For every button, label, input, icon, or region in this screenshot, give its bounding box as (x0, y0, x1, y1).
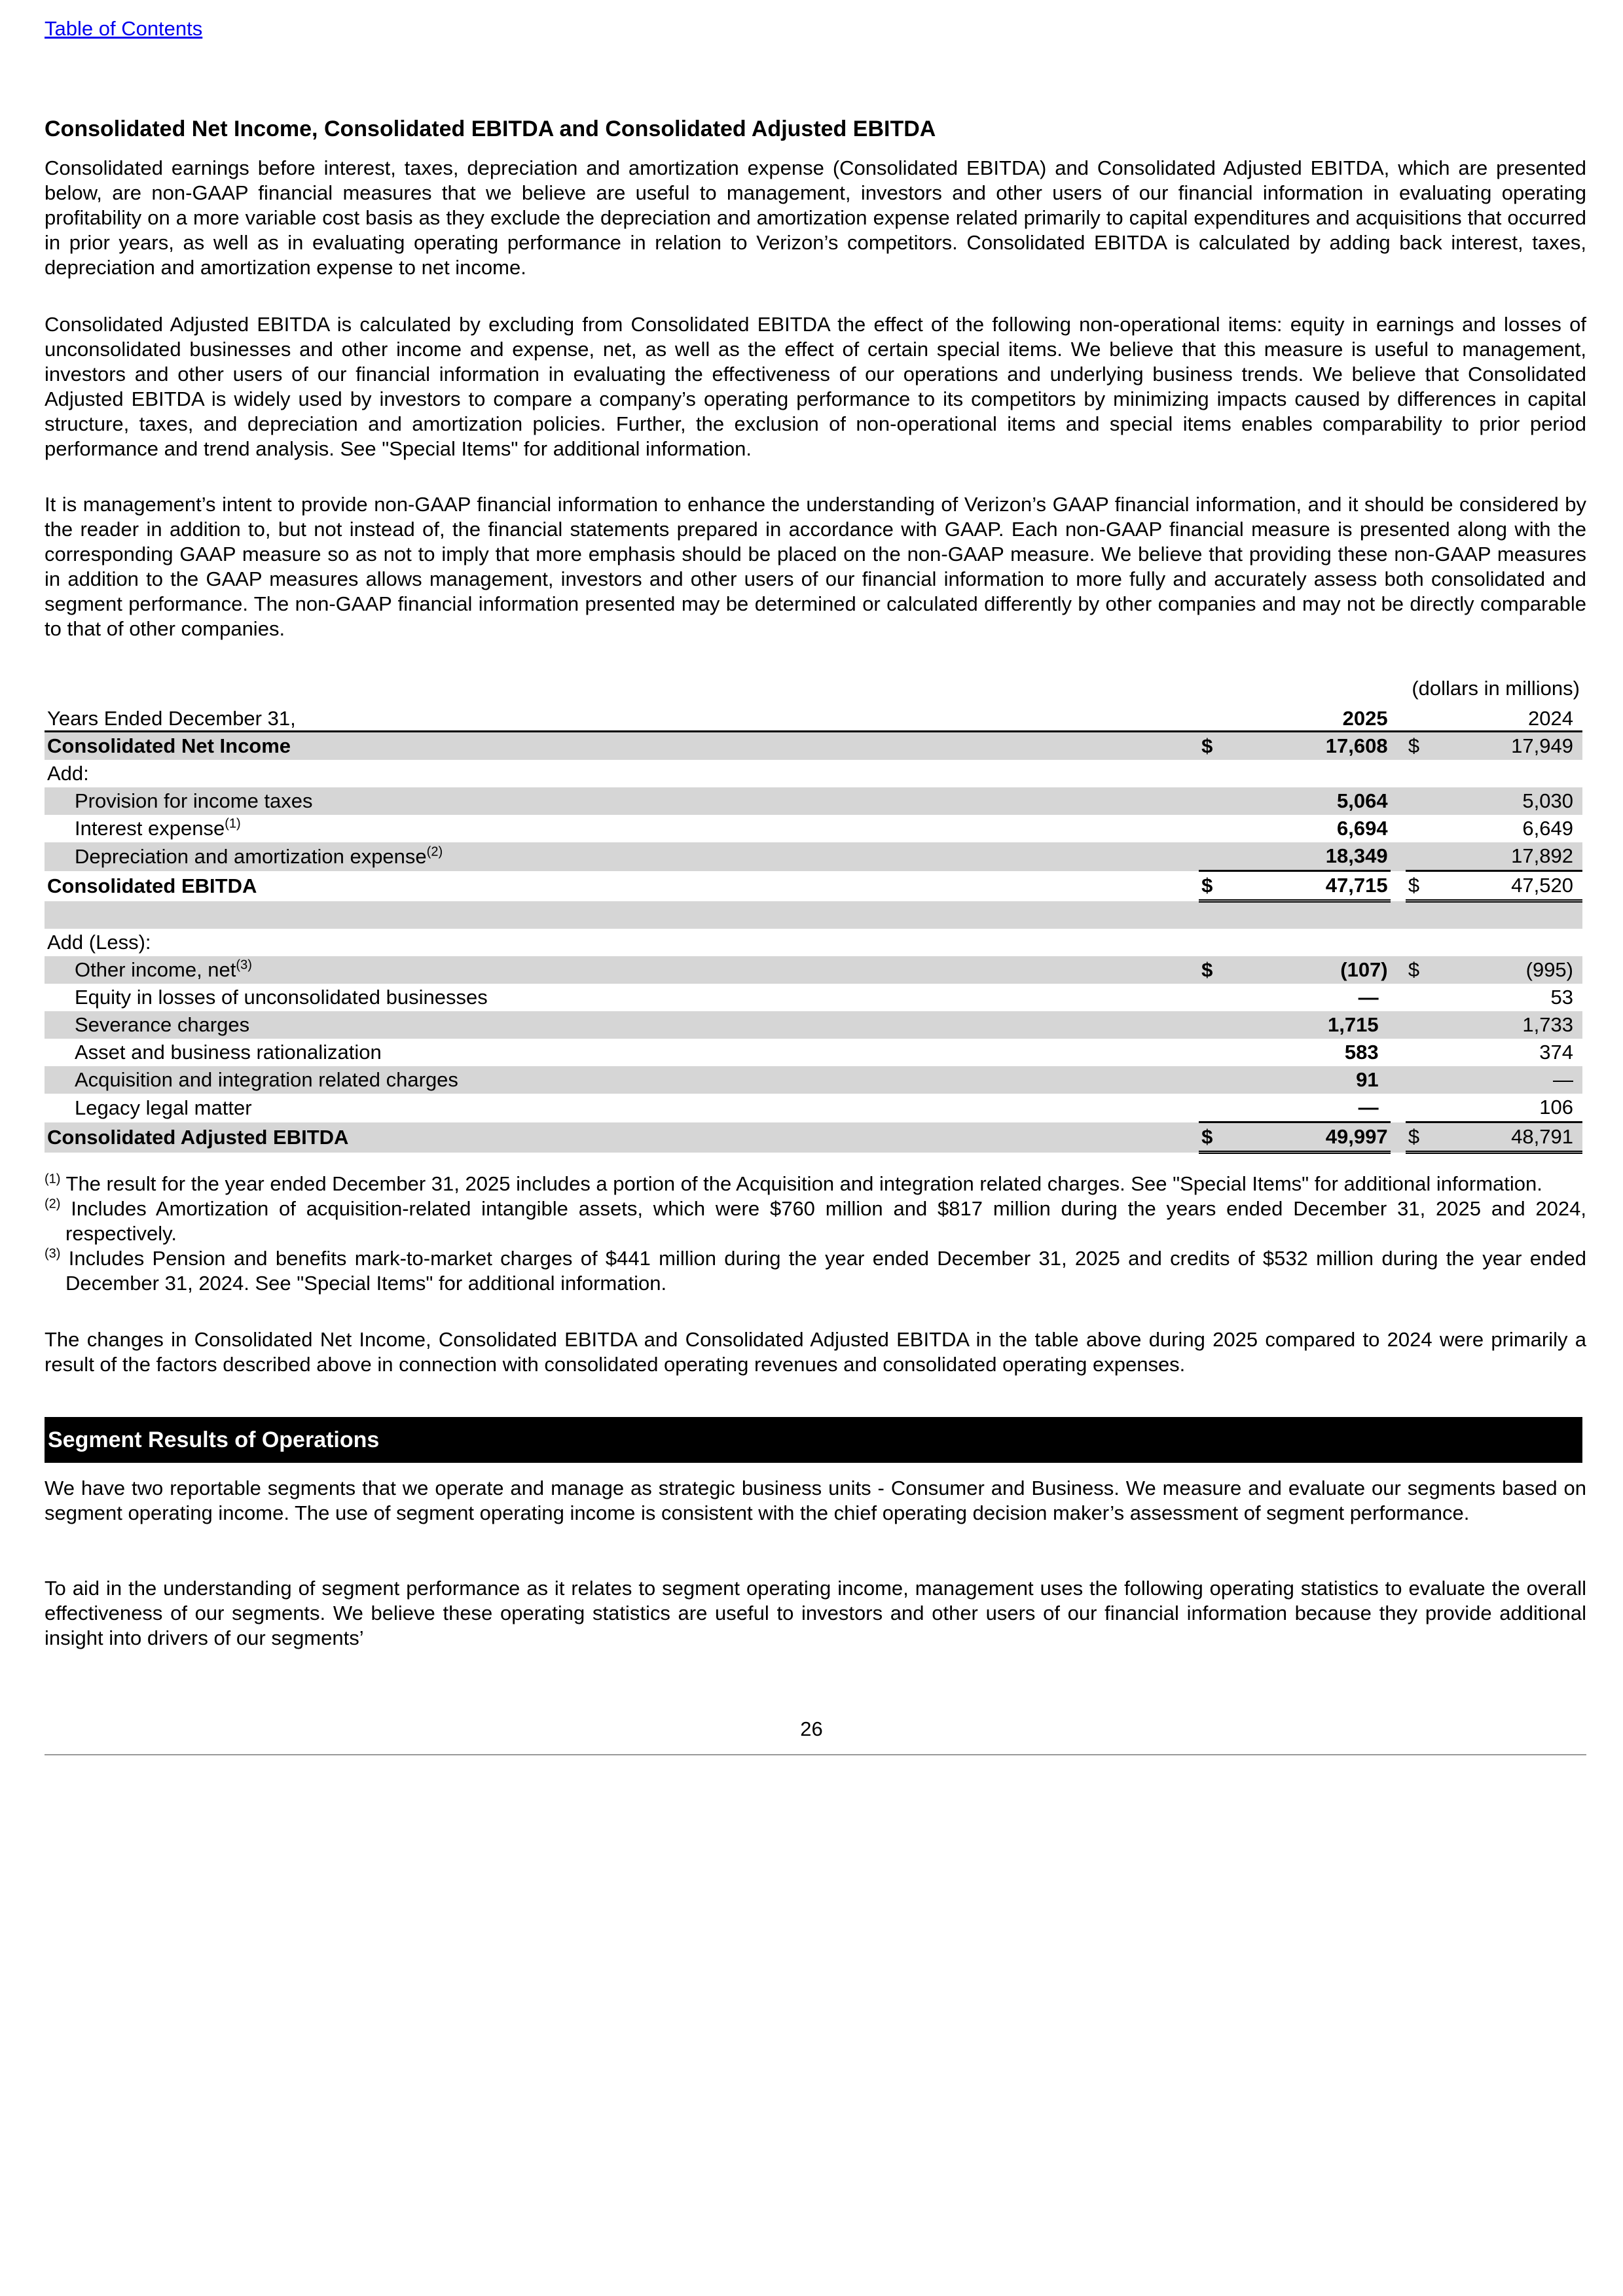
footnote-1: $^{(1)}$ The result for the year ended December 31, 2025 includes a portion of the Acquisition and integration related charges. See "Special Items" for additional information. (45, 1172, 1542, 1195)
table-row: Legacy legal matter — 106 (75, 1096, 1573, 1119)
table-row: Consolidated EBITDA $ 47,715 $ 47,520 (45, 871, 1582, 901)
table-of-contents-link[interactable]: Table of Contents (45, 17, 203, 40)
table-row: Consolidated Net Income $ 17,608 $ 17,949 (45, 732, 1582, 761)
table-row: Acquisition and integration related charges 91 — (45, 1066, 1582, 1094)
header-2025: 2025 (1224, 704, 1391, 732)
paragraph-non-gaap-intent: It is management’s intent to provide non-GAAP financial information to enhance the understanding of Verizon’s GAAP financial information, and it should be considered by the reader in addition to, but not instead of, the financial statements prepared in accordance with GAAP. Each non-GAAP financial measure is presented along with the corresponding GAAP measure so as not to imply that more emphasis should be placed on the non-GAAP measure. We believe that providing these non-GAAP measures in addition to the GAAP measures allows management, investors and other users of our financial information to more fully and accurately assess both consolidated and segment performance. The non-GAAP financial information presented may be determined or calculated differently by other companies and may not be directly comparable to that of other companies. (45, 493, 1586, 640)
paragraph-changes-summary: The changes in Consolidated Net Income, Consolidated EBITDA and Consolidated Adjusted EBITDA in the table above during 2025 compared to 2024 were primarily a result of the factors described above in connection with consolidated operating revenues and consolidated operating expenses. (45, 1328, 1586, 1376)
ebitda-reconciliation-table (45, 704, 1582, 1154)
footnote-3: $^{(3)}$ Includes Pension and benefits mark-to-market charges of $441 million during the year ended December 31, 2025 and credits of $532 million during the year ended December 31, 2024. See "Special Items" for additional information. (45, 1246, 1586, 1295)
page-number: 26 (800, 1717, 823, 1740)
paragraph-adjusted-ebitda-definition: Consolidated Adjusted EBITDA is calculated by excluding from Consolidated EBITDA the effect of the following non-operational items: equity in earnings and losses of unconsolidated businesses and other income and expense, net, as well as the effect of certain special items. We believe that this measure is useful to management, investors and other users of our financial information in evaluating the effectiveness of our operations and underlying business trends. We believe that Consolidated Adjusted EBITDA is widely used by investors to compare a company’s operating performance to its competitors by minimizing impacts caused by differences in capital structure, taxes, and depreciation and amortization policies. Further, the exclusion of non-operational items and special items enables comparability to prior period performance and trend analysis. See "Special Items" for additional information. (45, 313, 1586, 460)
table-units-note: (dollars in millions) (1412, 677, 1580, 700)
table-row: Equity in losses of unconsolidated businesses — 53 (75, 986, 1573, 1009)
table-row: Add (Less): (47, 931, 151, 954)
table-row: Asset and business rationalization 583 374 (75, 1041, 1573, 1064)
table-row: Provision for income taxes 5,064 5,030 (45, 787, 1582, 815)
table-row: Depreciation and amortization expense$^{(2)}$ 18,349 17,892 (45, 842, 1582, 871)
section-title-bar: Segment Results of Operations (45, 1417, 1582, 1463)
table-header-row (45, 704, 1582, 732)
paragraph-reportable-segments: We have two reportable segments that we operate and manage as strategic business units - Consumer and Business. We measure and evaluate our segments based on segment operating income. The use of segment operating income is consistent with the chief operating decision maker’s assessment of segment performance. (45, 1477, 1586, 1524)
table-row: Severance charges 1,715 1,733 (45, 1011, 1582, 1039)
table-row: Other income, net$^{(3)}$ $ (107) $ (995) (45, 956, 1582, 984)
paragraph-operating-statistics: To aid in the understanding of segment performance as it relates to segment operating income, management uses the following operating statistics to evaluate the overall effectiveness of our segments. We believe these operating statistics are useful to investors and other users of our financial information because they provide additional insight into drivers of our segments’ (45, 1577, 1586, 1649)
footnote-2: $^{(2)}$ Includes Amortization of acquisition-related intangible assets, which were $760 million and $817 million during the years ended December 31, 2025 and 2024, respectively. (45, 1196, 1586, 1245)
table-spacer-row (45, 901, 1582, 929)
paragraph-ebitda-definition: Consolidated earnings before interest, taxes, depreciation and amortization expense (Consolidated EBITDA) and Consolidated Adjusted EBITDA, which are presented below, are non-GAAP financial measures that we believe are useful to management, investors and other users of our financial information in evaluating operating profitability on a more variable cost basis as they exclude the depreciation and amortization expense related primarily to capital expenditures and acquisitions that occurred in prior years, as well as in evaluating operating performance in relation to Verizon’s competitors. Consolidated EBITDA is calculated by adding back interest, taxes, depreciation and amortization expense to net income. (45, 156, 1586, 279)
section-heading: Consolidated Net Income, Consolidated EBITDA and Consolidated Adjusted EBITDA (45, 117, 936, 141)
table-row: Interest expense$^{(1)}$ 6,694 6,649 (75, 816, 1573, 840)
table-row: Consolidated Adjusted EBITDA $ 49,997 $ 48,791 (45, 1122, 1582, 1153)
footer-divider (45, 1754, 1586, 1755)
table-row: Add: (47, 762, 89, 785)
header-2024: 2024 (1430, 704, 1582, 732)
header-label: Years Ended December 31, (45, 704, 1199, 732)
